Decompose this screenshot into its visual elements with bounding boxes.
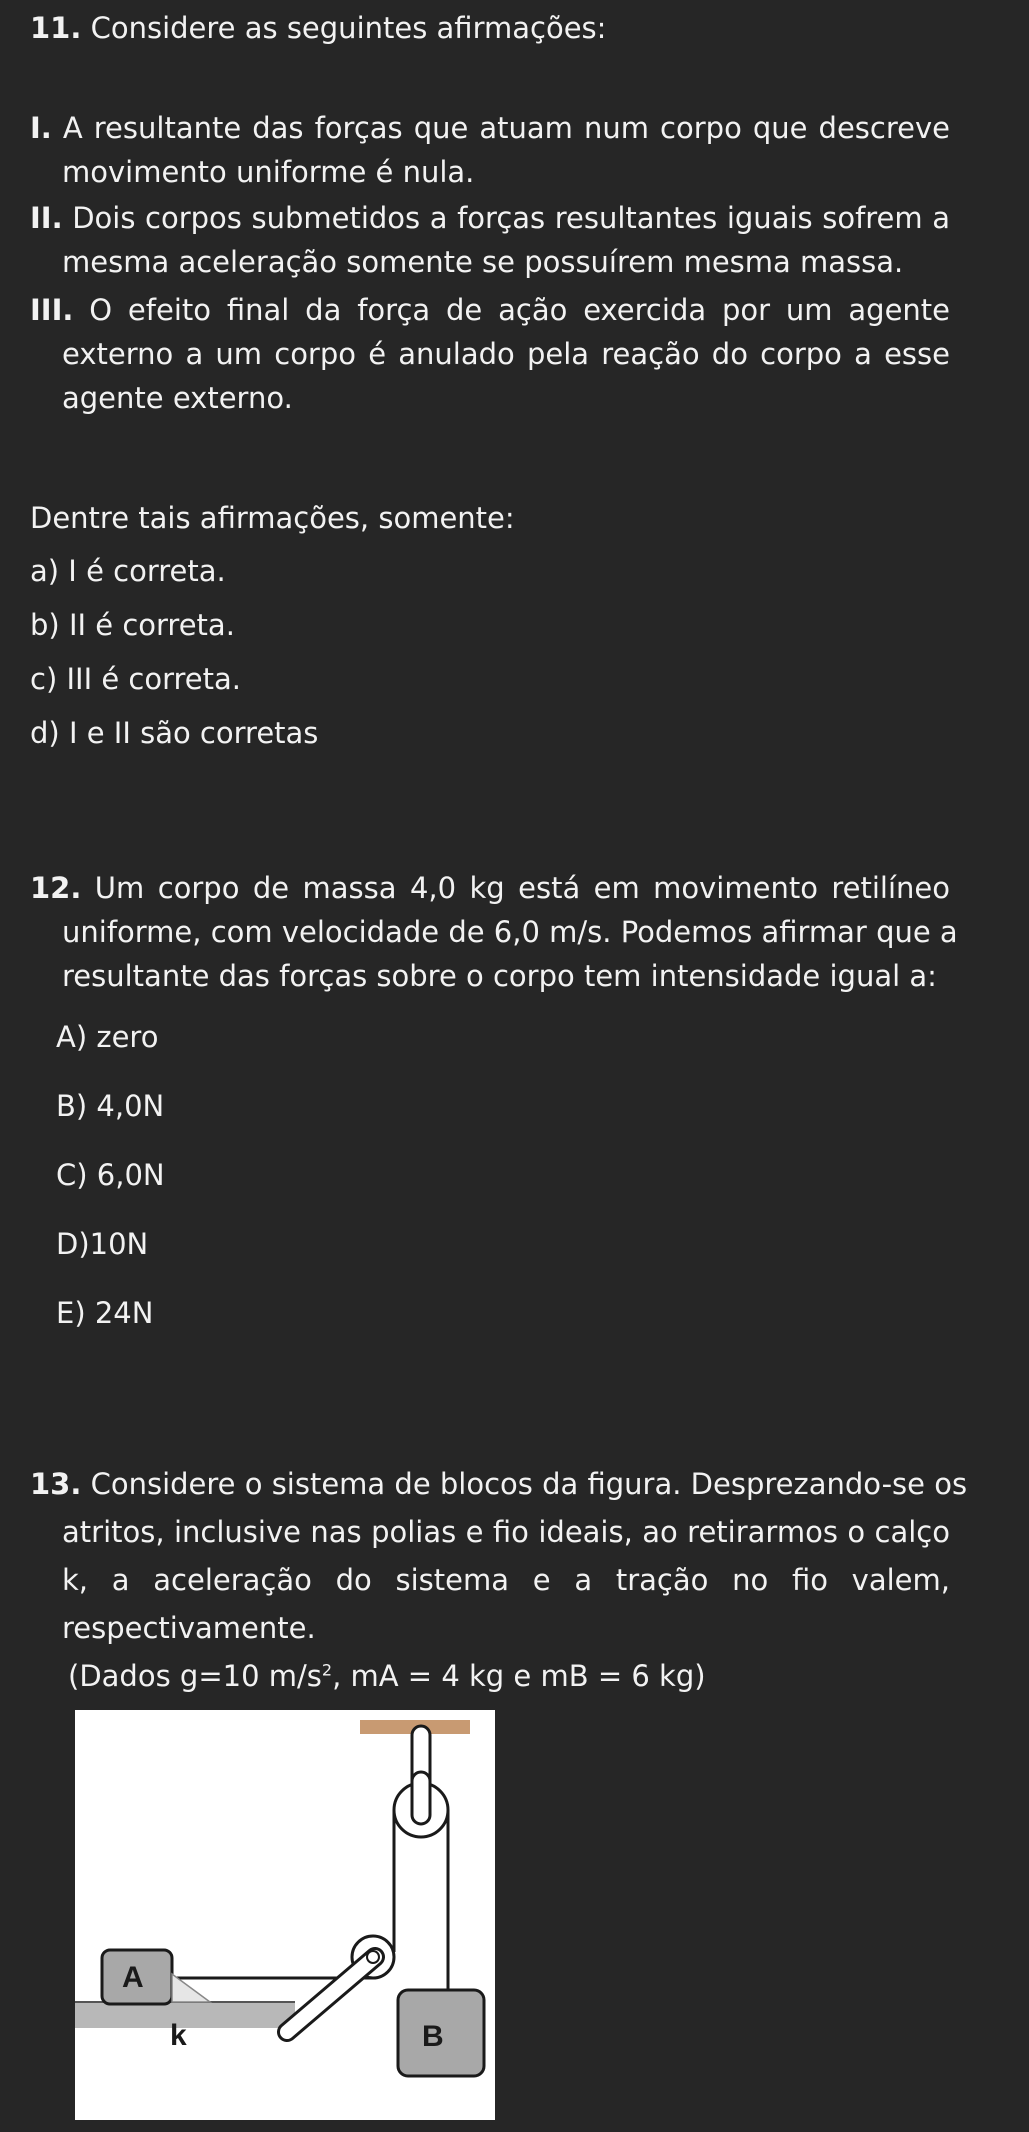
roman-numeral: II. (30, 201, 63, 235)
option-b[interactable]: b) II é correta. (30, 608, 235, 642)
support-arm (287, 1957, 375, 2032)
option-d[interactable]: d) I e II são corretas (30, 716, 319, 750)
option-c[interactable]: c) III é correta. (30, 662, 242, 696)
q11-statement-1: I. A resultante das forças que atuam num corpo que descreve movimento uniforme é nula. (30, 111, 950, 189)
label-b: B (422, 2020, 444, 2053)
pulley-diagram (75, 1710, 495, 2120)
q11-prompt: Dentre tais afirmações, somente: (30, 501, 515, 535)
option-c[interactable]: C) 6,0N (56, 1158, 165, 1192)
option-a[interactable]: A) zero (56, 1020, 159, 1054)
option-e[interactable]: E) 24N (56, 1296, 154, 1330)
label-a: A (122, 1961, 144, 1994)
label-k: k (170, 2019, 187, 2052)
question-13: 13. Considere o sistema de blocos da figura. Desprezando-se os atritos, inclusive nas polias e fio ideais, ao retirarmos o calço k, a aceleração do sistema e a tração no fio valem, respectivamente. (Dados g=10 $m/s^2$, mA = 4 kg e mB = 6 kg) (30, 1462, 950, 1698)
option-d[interactable]: D)10N (56, 1227, 149, 1261)
q11-intro: 11. Considere as seguintes afirmações: (30, 11, 607, 45)
question-11 (30, 6, 950, 50)
corner-pulley-axle (367, 1951, 379, 1963)
q11-statement-3: III. O efeito final da força de ação exercida por um agente externo a um corpo é anulado pela reação do corpo a esse agente externo. (30, 293, 950, 415)
top-pulley-axle (412, 1772, 430, 1824)
q12-options (56, 1015, 976, 1360)
roman-numeral: III. (30, 293, 74, 327)
option-a[interactable]: a) I é correta. (30, 554, 226, 588)
q13-given-data: (Dados g=10 $m/s^2$, mA = 4 kg e mB = 6 kg) (68, 1659, 706, 1693)
question-12: 12. Um corpo de massa 4,0 kg está em movimento retilíneo uniforme, com velocidade de 6,0 m/s. Podemos afirmar que a resultante das forças sobre o corpo tem intensidade igual a: (30, 871, 958, 993)
pulley-system-figure (75, 1710, 495, 2120)
q11-options (30, 549, 950, 765)
roman-numeral: I. (30, 111, 52, 145)
q11-statement-2: II. Dois corpos submetidos a forças resultantes iguais sofrem a mesma aceleração somente se possuírem mesma massa. (30, 201, 951, 279)
option-b[interactable]: B) 4,0N (56, 1089, 165, 1123)
